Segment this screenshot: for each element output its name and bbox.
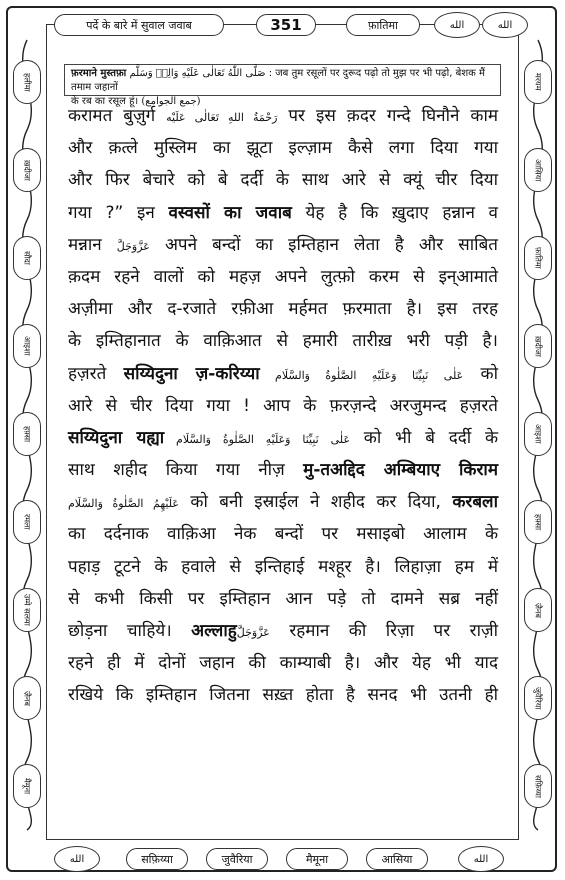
text-run: छोड़ना चाहिये। xyxy=(68,621,192,641)
calligraphy-seal: الله xyxy=(434,12,480,38)
text-line xyxy=(68,229,498,261)
text-run: करामत बुज़ुर्ग xyxy=(68,106,167,126)
side-medallion: सौदा xyxy=(13,236,41,280)
text-line xyxy=(68,647,498,679)
text-run: रहने ही में दोनों जहान की काम्याबी है। और येह भी याद xyxy=(68,653,498,674)
arabic-honorific: عَزَّوَجَلَّ xyxy=(236,626,270,639)
salawat-text: صَلَّى اللّٰهُ تَعَالٰى عَلَيْهِ وَالِهٖ وَسَلَّم xyxy=(129,68,266,79)
side-medallion: सफ़िय्या xyxy=(524,764,552,808)
text-line xyxy=(68,486,498,518)
text-run: से कभी किसी पर इम्तिहान आन पड़े तो दामने सब्र नहीं xyxy=(68,588,498,609)
text-line xyxy=(68,454,498,486)
text-run: को भी बे दर्दी के xyxy=(350,427,499,448)
hadith-source: (جمع الجوامع) xyxy=(141,96,201,107)
text-run: के इम्तिहानात के वाक़िआत से हमारी तारीख़ भरी पड़ी है। xyxy=(68,331,498,352)
text-line xyxy=(68,390,498,422)
side-medallion: हलीमा xyxy=(13,60,41,104)
text-run: रहमान xyxy=(269,621,349,641)
side-medallion: उम्मे सलमा xyxy=(13,588,41,632)
side-medallion: ख़दीजा xyxy=(524,324,552,368)
footer-name: सफ़िय्या xyxy=(126,848,188,870)
text-run: और क़त्ले मुस्लिम का झूटा इल्ज़ाम कैसे लगा दिया गया xyxy=(68,138,498,159)
text-line xyxy=(68,615,498,647)
arabic-honorific: عَلَيْهِمُ الصَّلٰوةُ وَالسَّلَام xyxy=(68,497,179,511)
page-header xyxy=(46,10,519,42)
footer-name: जुवैरिया xyxy=(206,848,268,870)
side-medallion: हफ़्सा xyxy=(13,412,41,456)
side-medallion: ज़ैनब xyxy=(13,676,41,720)
text-run: रखिये कि इम्तिहान जितना सख़्त होता है सनद भी उतनी ही xyxy=(68,685,498,706)
bold-text: मु-तअद्दिद अम्बियाए किराम xyxy=(303,460,498,481)
text-line xyxy=(68,261,498,293)
text-run: आरे से चीर दिया गया ! आप के फ़रज़न्दे अरजुमन्द हज़रते xyxy=(68,395,498,416)
text-line xyxy=(68,422,498,454)
side-medallion: आइशा xyxy=(13,324,41,368)
calligraphy-seal: الله xyxy=(458,846,504,872)
text-run: की रिज़ा पर राज़ी xyxy=(348,621,499,641)
text-run: को बनी इस्राईल ने शहीद कर दिया, xyxy=(178,492,453,513)
side-medallion: आइशा xyxy=(524,412,552,456)
side-medallion: आसिया xyxy=(524,148,552,192)
text-line xyxy=(68,583,498,615)
bold-text: अल्लाहु xyxy=(191,621,237,641)
text-line xyxy=(68,518,498,550)
text-run: साथ शहीद किया गया नीज़ xyxy=(68,460,304,481)
page-number: 351 xyxy=(256,14,316,36)
arabic-honorific: رَحْمَةُ اللهِ تَعَالٰى عَلَيْه xyxy=(166,111,278,124)
arabic-honorific: عَلٰى نَبِيِّنَا وَعَلَيْهِ الصَّلٰوةُ وَالسَّلَام xyxy=(164,432,351,446)
text-line xyxy=(68,100,498,132)
bold-text: सय्यिदुना ज़-करिय्या xyxy=(123,363,260,384)
bold-text: सय्यिदुना यह्या xyxy=(68,427,165,448)
side-medallion: फ़ातिमा xyxy=(524,236,552,280)
footer-name: आसिया xyxy=(366,848,428,870)
hadith-text-continued: के रब का रसूल हूं। xyxy=(71,96,139,107)
text-run: पहाड़ टूटने के हवाले से इन्तिहाई मश्हूर है। लिहाज़ा हम में xyxy=(68,556,498,577)
text-line xyxy=(68,164,498,196)
calligraphy-seal: الله xyxy=(482,12,528,38)
book-section-title: पर्दे के बारे में सुवाल जवाब xyxy=(54,14,224,36)
text-line xyxy=(68,358,498,390)
text-run: क़दम रहने वालों को महज़ अपने लुत्फ़ो करम से इन्आमाते xyxy=(68,266,498,287)
side-medallion: मरयम xyxy=(524,60,552,104)
text-line xyxy=(68,197,498,229)
arabic-honorific: عَلٰى نَبِيِّنَا وَعَلَيْهِ الصَّلٰوةُ وَالسَّلَام xyxy=(259,368,464,382)
text-line xyxy=(68,293,498,325)
text-run: का दर्दनाक वाक़िआ नेक बन्दों पर मसाइबो आलाम के xyxy=(68,524,498,545)
text-line xyxy=(68,132,498,164)
side-medallion: जुवैरिया xyxy=(524,676,552,720)
main-text xyxy=(68,100,498,712)
side-medallion: रमला xyxy=(13,500,41,544)
text-run: और फिर बेचारे को बे दर्दी के साथ आरे से क्यूं चीर दिया xyxy=(68,170,498,191)
text-line xyxy=(68,679,498,711)
side-medallion: ज़ैनब xyxy=(524,588,552,632)
footer-name: मैमूना xyxy=(286,848,348,870)
side-medallion: ख़दीजा xyxy=(13,148,41,192)
text-run: गया ?” इन xyxy=(68,202,169,223)
text-run: अज़ीमा और द-रजाते रफ़ीआ मर्हमत फ़रमाता है। इस तरह xyxy=(68,299,498,320)
page-footer xyxy=(46,846,519,876)
text-line xyxy=(68,551,498,583)
side-medallion: मैमूना xyxy=(13,764,41,808)
text-run: येह है कि ख़ुदाए हन्नान व xyxy=(291,202,498,223)
hadith-box xyxy=(64,64,501,107)
hadith-label: फ़रमाने मुस्तफ़ा xyxy=(71,68,127,79)
text-run: पर इस क़दर गन्दे घिनौने काम xyxy=(277,106,499,126)
hadith-text: : जब तुम रसूलों पर दुरूद पढ़ो तो मुझ पर भी पढ़ो, बेशक मैं तमाम जहानों xyxy=(71,68,485,93)
text-run: हज़रते xyxy=(68,363,124,384)
text-run: अपने बन्दों का इम्तिहान लेता है और साबित xyxy=(149,234,498,255)
bold-text: वस्वसों का जवाब xyxy=(168,202,292,223)
text-line xyxy=(68,325,498,357)
chapter-name: फ़ातिमा xyxy=(346,14,420,36)
bold-text: करबला xyxy=(452,492,498,513)
side-medallion: हफ़्सा xyxy=(524,500,552,544)
calligraphy-seal: الله xyxy=(54,846,100,872)
text-run: मन्नान xyxy=(68,234,117,255)
arabic-honorific: عَزَّوَجَلَّ xyxy=(116,239,150,253)
text-run: को xyxy=(463,363,498,384)
